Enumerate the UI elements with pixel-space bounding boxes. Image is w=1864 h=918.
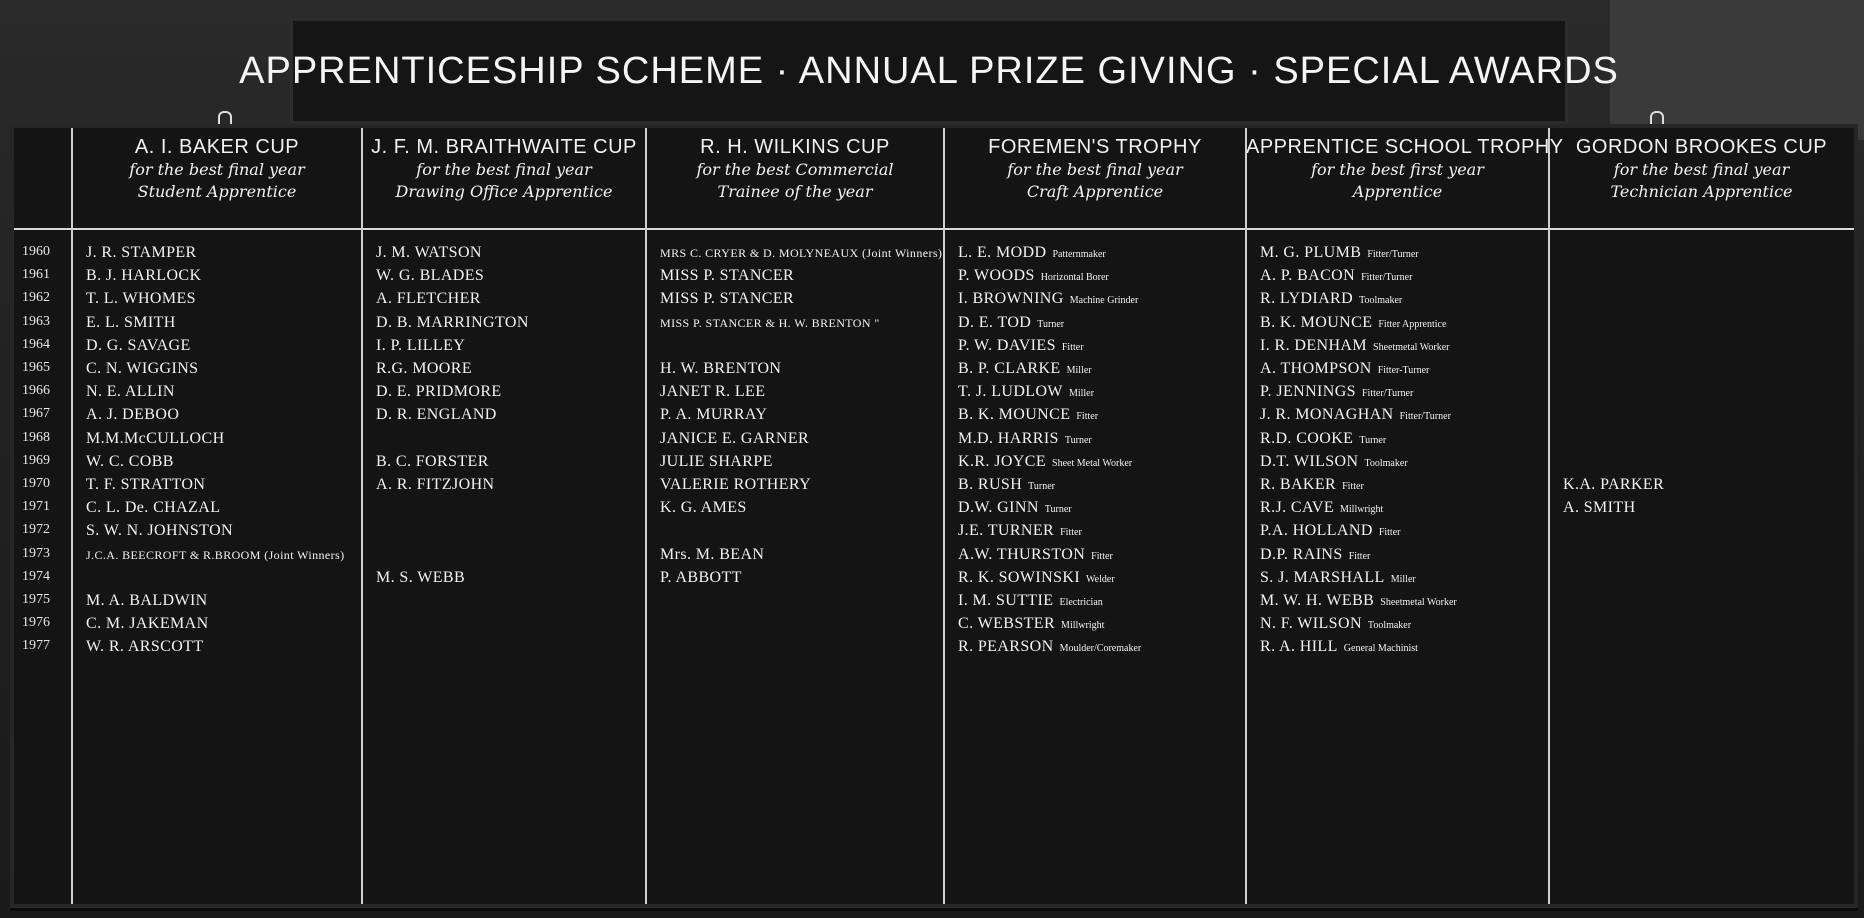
winner-name: H. W. BRENTON — [660, 360, 782, 377]
winner-entry — [1260, 569, 1416, 587]
winner-entry — [660, 267, 794, 285]
winner-name: N. F. WILSON — [1260, 615, 1362, 633]
winner-name: A. FLETCHER — [376, 290, 481, 308]
winner-name: VALERIE ROTHERY — [660, 476, 812, 493]
winner-entry — [86, 522, 233, 540]
award-heading — [1549, 136, 1854, 203]
winner-name: C. WEBSTER — [958, 615, 1056, 633]
winner-entry — [1260, 290, 1402, 308]
winner-name: D. E. TOD — [958, 313, 1032, 331]
year-label: 1960 — [22, 244, 50, 259]
award-title: A. I. BAKER CUP — [134, 136, 300, 158]
winner-name: JANICE E. GARNER — [660, 429, 810, 447]
winner-name: M.M.McCULLOCH — [86, 429, 225, 447]
winner-entry — [958, 499, 1072, 517]
winner-entry — [1260, 314, 1446, 332]
winner-name: B. RUSH — [958, 476, 1023, 493]
award-subtitle: Trainee of the year — [717, 182, 873, 201]
winner-trade: Fitter Apprentice — [1378, 318, 1447, 330]
winner-name: K.R. JOYCE — [958, 452, 1047, 470]
year-label: 1964 — [22, 336, 50, 352]
award-subtitle: for the best first year — [1311, 160, 1484, 179]
winner-entry — [660, 406, 767, 424]
winner-entry — [660, 476, 811, 494]
winner-trade: Fitter — [1348, 550, 1371, 562]
winner-name: S. J. MARSHALL — [1260, 568, 1385, 586]
winner-entry — [1260, 267, 1412, 285]
winner-entry — [86, 290, 196, 308]
winner-entry — [376, 569, 465, 587]
year-label: 1975 — [22, 592, 50, 607]
winner-name: I. R. DENHAM — [1260, 336, 1368, 354]
winner-trade: Toolmaker — [1359, 295, 1403, 307]
award-title: R. H. WILKINS CUP — [700, 136, 890, 158]
winner-name: P. WOODS — [958, 267, 1035, 285]
winner-entry — [86, 499, 220, 517]
winner-name: J. R. MONAGHAN — [1260, 406, 1394, 424]
year-label: 1974 — [22, 568, 50, 584]
winner-trade: Miller — [1066, 365, 1092, 376]
award-title: FOREMEN'S TROPHY — [988, 136, 1202, 158]
award-heading — [944, 136, 1246, 203]
winner-entry — [1260, 522, 1400, 540]
winner-entry — [376, 244, 482, 262]
winner-entry — [958, 267, 1109, 285]
winner-entry — [86, 360, 198, 378]
winner-trade: Fitter/Turner — [1399, 411, 1451, 423]
winner-trade: Fitter — [1378, 527, 1401, 539]
winner-name: B. C. FORSTER — [376, 452, 489, 470]
winner-name: J. M. WATSON — [376, 244, 482, 261]
winner-name: W. C. COBB — [86, 452, 174, 470]
winner-trade: Machine Grinder — [1069, 295, 1139, 307]
winner-trade: Toolmaker — [1364, 457, 1408, 469]
winner-entry — [660, 499, 747, 517]
winner-name: T. L. WHOMES — [86, 290, 196, 308]
winner-entry — [958, 290, 1138, 308]
winner-trade: Millwright — [1340, 504, 1384, 516]
winner-name: M. S. WEBB — [376, 568, 466, 586]
winner-trade: Fitter — [1060, 527, 1082, 539]
winner-entry — [1260, 383, 1413, 401]
year-label: 1970 — [22, 476, 50, 491]
winner-name: JULIE SHARPE — [660, 452, 773, 470]
winner-entry — [86, 314, 176, 332]
winner-name: M.D. HARRIS — [958, 429, 1059, 447]
year-label: 1968 — [22, 429, 50, 445]
winner-entry — [1260, 453, 1408, 471]
winner-trade: Fitter/Turner — [1361, 272, 1413, 284]
winner-entry — [376, 453, 489, 471]
winner-trade: Toolmaker — [1367, 620, 1412, 632]
winner-entry — [86, 615, 209, 633]
winner-name: R. PEARSON — [958, 638, 1054, 656]
year-label: 1977 — [22, 638, 50, 654]
winner-trade: Patternmaker — [1052, 249, 1106, 260]
winner-name: L. E. MODD — [958, 244, 1047, 261]
winner-entry — [376, 337, 465, 355]
year-label: 1973 — [22, 545, 50, 561]
winner-name: S. W. N. JOHNSTON — [86, 522, 233, 540]
winner-entry — [86, 337, 191, 355]
winner-name: P. W. DAVIES — [958, 336, 1056, 354]
award-title: GORDON BROOKES CUP — [1575, 136, 1828, 158]
winner-entry — [958, 314, 1064, 332]
header-title: APPRENTICESHIP SCHEME · ANNUAL PRIZE GIVING · SPECIAL AWARDS — [239, 49, 1619, 92]
winner-entry — [1260, 406, 1451, 424]
award-title: J. F. M. BRAITHWAITE CUP — [371, 136, 637, 158]
winner-entry — [958, 337, 1084, 355]
award-heading — [72, 136, 362, 203]
winner-name: MISS P. STANCER & H. W. BRENTON " — [660, 315, 880, 330]
year-label: 1963 — [22, 313, 50, 329]
winner-name: D. E. PRIDMORE — [376, 383, 502, 401]
column-divider — [1548, 128, 1550, 904]
winner-name: R. A. HILL — [1260, 638, 1338, 656]
winner-name: A. THOMPSON — [1260, 360, 1372, 377]
winner-name: I. BROWNING — [958, 290, 1064, 308]
winner-name: J. R. STAMPER — [86, 244, 197, 261]
winner-name: K.A. PARKER — [1563, 476, 1665, 493]
winner-entry — [660, 290, 794, 308]
winner-entry — [376, 290, 481, 308]
award-subtitle: Student Apprentice — [137, 182, 297, 201]
award-subtitle: for the best final year — [129, 160, 305, 179]
winner-entry — [376, 383, 502, 401]
winner-name: A. J. DEBOO — [86, 406, 180, 424]
winner-trade: Miller — [1068, 388, 1094, 400]
winner-name: B. K. MOUNCE — [1260, 313, 1373, 331]
column-divider — [1245, 128, 1247, 904]
winner-name: D. R. ENGLAND — [376, 406, 497, 424]
award-heading — [646, 136, 944, 203]
winner-name: A.W. THURSTON — [958, 545, 1086, 563]
winner-entry — [958, 360, 1092, 378]
winner-entry — [660, 453, 773, 471]
winner-entry — [958, 453, 1132, 471]
winner-name: E. L. SMITH — [86, 313, 176, 331]
winner-name: A. R. FITZJOHN — [376, 476, 495, 493]
column-divider — [361, 128, 363, 904]
winner-name: MISS P. STANCER — [660, 290, 795, 308]
winner-trade: Horizontal Borer — [1040, 272, 1109, 284]
winner-entry — [86, 430, 225, 448]
winner-name: P. JENNINGS — [1260, 383, 1356, 401]
winner-trade: Fitter/Turner — [1361, 388, 1414, 400]
winner-entry — [958, 615, 1104, 633]
winner-entry — [958, 430, 1092, 448]
winner-name: W. G. BLADES — [376, 267, 485, 285]
winner-name: N. E. ALLIN — [86, 383, 175, 401]
wall-panel — [1610, 0, 1864, 140]
winner-name: JANET R. LEE — [660, 383, 766, 401]
winner-name: W. R. ARSCOTT — [86, 638, 204, 656]
award-subtitle: Apprentice — [1352, 182, 1443, 201]
winner-entry — [958, 476, 1055, 494]
column-divider — [943, 128, 945, 904]
year-label: 1976 — [22, 615, 50, 631]
winner-name: C. N. WIGGINS — [86, 360, 199, 377]
winner-trade: Sheetmetal Worker — [1380, 597, 1457, 608]
winner-entry — [86, 406, 179, 424]
winner-entry — [958, 592, 1103, 610]
winner-name: T. F. STRATTON — [86, 476, 206, 493]
winner-entry — [958, 244, 1106, 262]
winner-trade: Turner — [1359, 434, 1387, 446]
year-label: 1971 — [22, 499, 50, 515]
winner-entry — [1260, 337, 1450, 355]
award-subtitle: for the best final year — [416, 160, 592, 179]
winner-name: P.A. HOLLAND — [1260, 522, 1373, 540]
winner-name: R. BAKER — [1260, 476, 1337, 493]
winner-name: R.J. CAVE — [1260, 499, 1334, 517]
year-label: 1961 — [22, 267, 50, 283]
winner-trade: Moulder/Coremaker — [1059, 643, 1142, 655]
winner-name: R.D. COOKE — [1260, 429, 1354, 447]
winner-entry — [86, 244, 197, 262]
winner-entry — [1260, 360, 1429, 378]
year-label: 1965 — [22, 360, 50, 375]
winner-entry — [958, 546, 1113, 564]
winner-name: I. M. SUTTIE — [958, 592, 1054, 609]
award-title: APPRENTICE SCHOOL TROPHY — [1246, 136, 1564, 158]
award-subtitle: Technician Apprentice — [1610, 182, 1793, 201]
winner-trade: Fitter-Turner — [1377, 365, 1430, 376]
winner-entry — [1260, 499, 1383, 517]
header-board — [239, 18, 1619, 124]
winner-entry — [376, 267, 484, 285]
year-label: 1967 — [22, 406, 50, 422]
winner-entry — [660, 430, 809, 448]
winner-entry — [1260, 244, 1419, 262]
winner-trade: Turner — [1044, 504, 1072, 516]
winner-name: J.C.A. BEECROFT & R.BROOM (Joint Winners) — [86, 547, 345, 562]
winner-entry — [660, 360, 781, 378]
column-divider — [645, 128, 647, 904]
winner-entry — [86, 383, 175, 401]
winner-entry — [1260, 638, 1418, 656]
winner-entry — [86, 592, 208, 610]
column-divider — [71, 128, 73, 904]
winner-entry — [1260, 615, 1411, 633]
winner-trade: Turner — [1028, 481, 1056, 492]
winner-entry — [86, 453, 174, 471]
winner-name: Mrs. M. BEAN — [660, 545, 765, 563]
award-heading — [1246, 136, 1564, 203]
winner-entry — [1563, 476, 1664, 494]
winner-trade: Fitter — [1076, 411, 1099, 423]
winner-name: M. A. BALDWIN — [86, 592, 208, 609]
winner-trade: Sheetmetal Worker — [1373, 341, 1450, 353]
winner-entry — [86, 267, 201, 285]
winner-name: B. K. MOUNCE — [958, 406, 1071, 424]
winner-name: P. A. MURRAY — [660, 406, 768, 424]
winner-trade: Fitter/Turner — [1367, 249, 1419, 260]
winner-trade: General Machinist — [1343, 643, 1418, 655]
winner-trade: Electrician — [1059, 597, 1103, 608]
award-subtitle: Drawing Office Apprentice — [395, 182, 613, 201]
award-subtitle: for the best Commercial — [696, 160, 894, 179]
winner-entry — [958, 569, 1115, 587]
award-subtitle: for the best final year — [1007, 160, 1183, 179]
winner-trade: Miller — [1390, 573, 1416, 585]
winner-name: D.P. RAINS — [1260, 545, 1343, 563]
winner-name: C. M. JAKEMAN — [86, 615, 209, 633]
year-label: 1962 — [22, 290, 50, 306]
winner-entry — [376, 360, 472, 378]
winner-trade: Turner — [1064, 434, 1092, 446]
winner-name: A. SMITH — [1563, 499, 1636, 517]
winner-name: R. LYDIARD — [1260, 290, 1354, 308]
winner-name: D. G. SAVAGE — [86, 336, 191, 354]
winner-trade: Turner — [1037, 318, 1065, 330]
winner-name: D.T. WILSON — [1260, 452, 1359, 470]
winner-entry — [958, 522, 1082, 540]
winner-entry — [376, 406, 497, 424]
winner-entry — [376, 476, 495, 494]
winner-name: R. K. SOWINSKI — [958, 568, 1081, 586]
winner-trade: Millwright — [1061, 620, 1105, 632]
award-heading — [362, 136, 646, 203]
year-label: 1966 — [22, 383, 50, 399]
winner-name: J.E. TURNER — [958, 522, 1055, 540]
winner-entry — [660, 569, 742, 587]
year-label: 1969 — [22, 452, 50, 468]
year-label: 1972 — [22, 522, 50, 538]
winner-entry — [958, 406, 1098, 424]
winner-entry — [958, 638, 1141, 656]
winner-name: B. J. HARLOCK — [86, 267, 202, 285]
winner-entry — [86, 476, 205, 494]
winner-name: M. W. H. WEBB — [1260, 592, 1375, 609]
winner-name: B. P. CLARKE — [958, 360, 1061, 377]
winner-entry — [660, 244, 942, 262]
winner-trade: Fitter — [1091, 550, 1113, 562]
winner-entry — [1260, 546, 1370, 564]
honours-board — [10, 124, 1858, 908]
header-divider — [14, 228, 1854, 230]
winner-name: R.G. MOORE — [376, 360, 473, 377]
winner-entry — [660, 546, 764, 564]
award-subtitle: Craft Apprentice — [1026, 182, 1164, 201]
winner-entry — [660, 314, 880, 332]
winner-name: I. P. LILLEY — [376, 336, 466, 354]
winner-entry — [1260, 592, 1457, 610]
winner-trade: Sheet Metal Worker — [1052, 457, 1133, 469]
winner-entry — [86, 638, 204, 656]
winner-entry — [660, 383, 765, 401]
winner-trade: Fitter — [1342, 481, 1364, 492]
winner-name: D. B. MARRINGTON — [376, 313, 529, 331]
winner-entry — [86, 546, 345, 564]
winner-name: MRS C. CRYER & D. MOLYNEAUX (Joint Winners) — [660, 246, 943, 260]
winner-entry — [1260, 430, 1386, 448]
winner-name: P. ABBOTT — [660, 568, 742, 586]
winner-name: K. G. AMES — [660, 499, 747, 517]
award-subtitle: for the best final year — [1613, 160, 1790, 179]
winner-name: MISS P. STANCER — [660, 267, 795, 285]
winner-entry — [958, 383, 1094, 401]
winner-entry — [1260, 476, 1364, 494]
winner-entry — [1563, 499, 1636, 517]
winner-name: C. L. De. CHAZAL — [86, 499, 221, 517]
winner-name: D.W. GINN — [958, 499, 1039, 517]
winner-trade: Welder — [1086, 573, 1115, 585]
winner-name: A. P. BACON — [1260, 267, 1356, 285]
winner-name: M. G. PLUMB — [1260, 244, 1362, 261]
winner-name: T. J. LUDLOW — [958, 383, 1063, 401]
winner-trade: Fitter — [1061, 341, 1084, 353]
winner-entry — [376, 314, 529, 332]
